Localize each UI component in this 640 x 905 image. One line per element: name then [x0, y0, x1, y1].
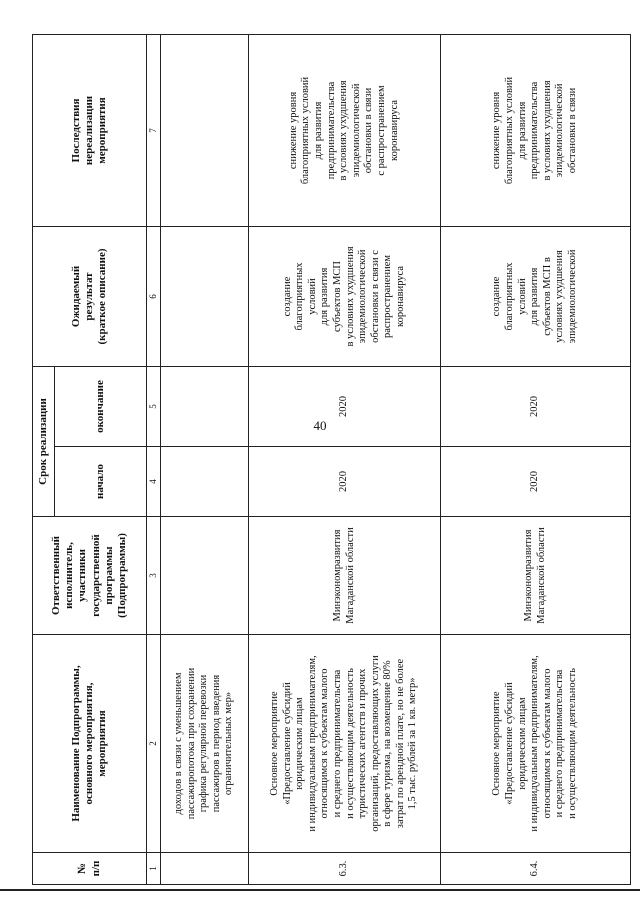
period-end — [161, 366, 249, 446]
column-number: 7 — [147, 34, 161, 226]
executor: Минэкономразвития Магаданской области — [249, 517, 441, 635]
row-number: 6.4. — [441, 853, 631, 885]
header-period-group: Срок реализации — [33, 366, 55, 516]
column-number: 5 — [147, 366, 161, 446]
measure-name: Основное мероприятие «Предоставление субсидий юридическим лицам и индивидуальным предпринимателям, относящимся к субъектам малого и среднего предпринимательства и осуществляющим деятельность — [441, 635, 631, 853]
column-number: 3 — [147, 517, 161, 635]
period-start: 2020 — [249, 447, 441, 517]
executor: Минэкономразвития Магаданской области — [441, 517, 631, 635]
table-row — [441, 34, 631, 884]
header-number: № п/п — [33, 853, 147, 885]
table-row — [249, 34, 441, 884]
consequence: снижение уровня благоприятных условий для развития предпринимательства в условиях ухудшения эпидемиологической обстановки в связи с распространением коронавируса — [249, 34, 441, 226]
expected-result — [161, 226, 249, 366]
column-number: 2 — [147, 635, 161, 853]
consequence: снижение уровня благоприятных условий для развития предпринимательства в условиях ухудшения эпидемиологической обстановки в связи — [441, 34, 631, 226]
rotated-table-container — [32, 35, 630, 885]
consequence — [161, 34, 249, 226]
period-end: 2020 — [249, 366, 441, 446]
expected-result: создание благоприятных условий для развития субъектов МСП в условиях ухудшения эпидемиологической обстановки в связи с распространением коронавируса — [249, 226, 441, 366]
header-start: начало — [55, 447, 147, 517]
row-number — [161, 853, 249, 885]
column-number-row — [147, 34, 161, 884]
header-end: окончание — [55, 366, 147, 446]
period-start: 2020 — [441, 447, 631, 517]
expected-result: создание благоприятных условий для развития субъектов МСП в условиях ухудшения эпидемиологической — [441, 226, 631, 366]
column-number: 6 — [147, 226, 161, 366]
column-number: 1 — [147, 853, 161, 885]
period-end: 2020 — [441, 366, 631, 446]
header-name: Наименование Подпрограммы, основного мероприятия, мероприятия — [33, 635, 147, 853]
table-row — [161, 34, 249, 884]
header-row-1 — [33, 34, 55, 884]
period-start — [161, 447, 249, 517]
row-number: 6.3. — [249, 853, 441, 885]
measures-table — [32, 34, 631, 885]
page-number: 40 — [313, 418, 327, 433]
bottom-rule — [0, 889, 640, 891]
header-executor: Ответственный исполнитель, участники государственной программы (Подпрограммы) — [33, 517, 147, 635]
measure-name: Основное мероприятие «Предоставление субсидий юридическим лицам и индивидуальным предпринимателям, относящимся к субъектам малого и среднего предпринимательства и осуществляющим деятельность туристических агентств и прочих организаций, предоставляющих услуги в сфере туризма, на возмещение 80% затрат по арендной плате, но не более 1,5 тыс. рублей за 1 кв. метр» — [249, 635, 441, 853]
header-result: Ожидаемый результат (краткое описание) — [33, 226, 147, 366]
column-number: 4 — [147, 447, 161, 517]
measure-name: доходов в связи с уменьшением пассажиропотока при сохранении графика регулярной перевозки пассажиров в период введения ограничительных мер» — [161, 635, 249, 853]
header-consequence: Последствия нереализации мероприятия — [33, 34, 147, 226]
executor — [161, 517, 249, 635]
